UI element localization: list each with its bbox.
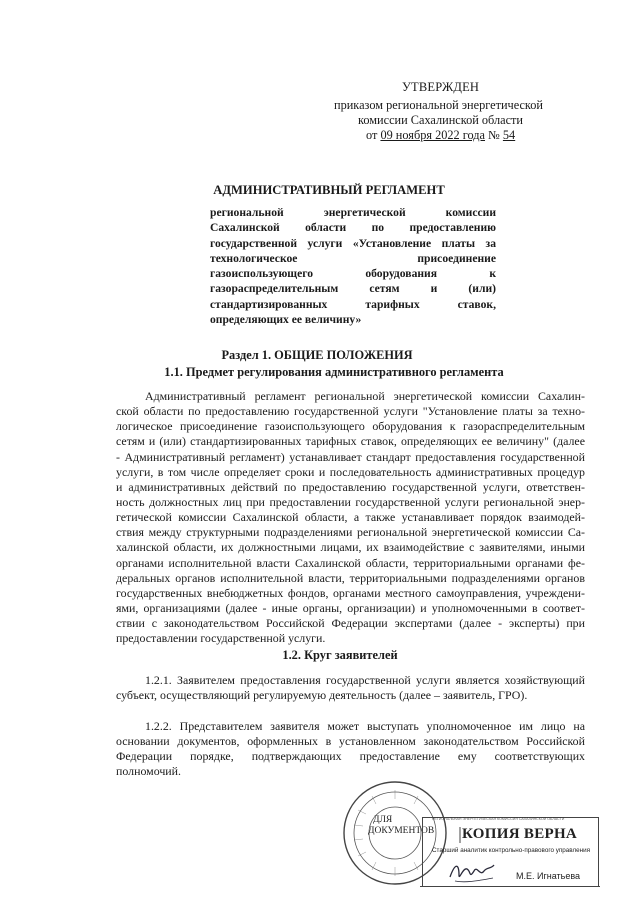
paragraph-1-1-line: сетям и (или) стандартизированных тарифных ставок, определяющих ее величину" (далее — [116, 434, 585, 449]
paragraph-1-1-line: деральных органов исполнительной власти, территориальными подразделениями органов — [116, 570, 585, 585]
stamp-round-text-2: ДОКУМЕНТОВ — [368, 826, 435, 836]
paragraph-1-2-2-line: 1.2.2. Представителем заявителя может выступать уполномоченное им лицо на — [145, 719, 585, 733]
paragraph-1-1-line: халинской области, их должностными лицами, их взаимодействие с заявителями, иными — [116, 540, 585, 555]
paragraph-1-2-2-line: полномочий. — [116, 764, 182, 779]
regulation-subtitle-line: стандартизированных тарифных ставок, — [210, 297, 496, 311]
approval-date-line — [366, 128, 515, 142]
paragraph-1-2-2-line: основании документов, оформленных в установленном законодательством Российской — [116, 734, 585, 749]
section-1-title: Раздел 1. ОБЩИЕ ПОЛОЖЕНИЯ — [221, 348, 413, 362]
paragraph-1-1-line: услуги, в том числе определяет сроки и последовательность административных процедур — [116, 464, 585, 479]
regulation-subtitle-line: определяющих ее величину» — [210, 313, 362, 327]
paragraph-1-1-line: органами исполнительной власти Сахалинской области, территориальными органами фе- — [116, 555, 585, 570]
paragraph-1-2-2-line: Федерации порядке, подтверждающих предоставление ему соответствующих — [116, 749, 585, 764]
paragraph-1-2-2 — [116, 719, 585, 780]
paragraph-1-1-line: государственных внебюджетных фондов, органами местного самоуправления, учреждени- — [116, 585, 585, 600]
stamp-name: М.Е. Игнатьева — [516, 871, 581, 881]
paragraph-1-2-1-line: 1.2.1. Заявителем предоставления государственной услуги является хозяйствующий — [145, 673, 585, 687]
date-prefix: от — [366, 128, 381, 142]
regulation-subtitle-line: Сахалинской области по предоставлению — [210, 221, 496, 235]
number-prefix: № — [485, 128, 503, 142]
stamp-round-text-1: ДЛЯ — [373, 815, 393, 825]
paragraph-1-1-line: и административных действий по предоставлению государственной услуги, ответствен- — [116, 479, 585, 494]
regulation-subtitle-line: региональной энергетической комиссии — [210, 206, 496, 219]
paragraph-1-1-line: ность должностных лиц при предоставлении государственной услуги региональной энер- — [116, 494, 585, 509]
paragraph-1-1-line: - Административный регламент) устанавливает стандарт предоставления государственной — [116, 449, 585, 464]
paragraph-1-1-line: предоставлении государственной услуги. — [116, 631, 326, 646]
approval-label: УТВЕРЖДЕН — [402, 80, 480, 94]
approval-date: 09 ноября 2022 года — [380, 128, 486, 142]
regulation-subtitle-line: государственной услуги «Установление платы за — [210, 236, 496, 250]
paragraph-1-1-line: ствия между структурными подразделениями региональной энергетической комиссии Са- — [116, 525, 585, 540]
stamp-underline — [420, 886, 600, 887]
regulation-subtitle-line: газораспределительным сетям и (или) — [210, 282, 496, 296]
approval-number: 54 — [502, 128, 516, 142]
approval-line-2: комиссии Сахалинской области — [358, 113, 524, 127]
stamp-org-line: РЕГИОНАЛЬНАЯ ЭНЕРГЕТИЧЕСКАЯ КОМИССИЯ САХАЛИНСКОЙ ОБЛАСТИ — [432, 817, 565, 821]
signature-mark — [447, 859, 497, 885]
paragraph-1-1-line: ями, организациями (далее - иные органы, организации) и уполномоченными в соответ- — [116, 600, 585, 615]
regulation-subtitle — [210, 205, 496, 327]
section-1-2-title: 1.2. Круг заявителей — [282, 648, 398, 662]
paragraph-1-2-1 — [116, 673, 585, 703]
regulation-title: АДМИНИСТРАТИВНЫЙ РЕГЛАМЕНТ — [213, 183, 445, 197]
approval-line-1: приказом региональной энергетической — [334, 98, 544, 112]
paragraph-1-1-line: логическое присоединение газоиспользующего оборудования к газораспределительным — [116, 419, 585, 434]
paragraph-1-1-line: ской области по предоставлению государственной услуги "Установление платы за техно- — [116, 404, 585, 419]
section-1-1-title: 1.1. Предмет регулирования административного регламента — [164, 365, 504, 379]
paragraph-1-1-line: ствии с законодательством Российской Федерации экспертами (далее - эксперты) при — [116, 616, 585, 631]
stamp-position: Старший аналитик контрольно-правового управления — [432, 847, 591, 854]
paragraph-1-1-line: гетической комиссии Сахалинской области, а также устанавливает порядок взаимодей- — [116, 510, 585, 525]
paragraph-1-2-1-line: субъект, осуществляющий регулируемую деятельность (далее – заявитель, ГРО). — [116, 688, 528, 703]
stamp-certified-copy: КОПИЯ ВЕРНА — [462, 826, 578, 842]
paragraph-1-1-line: Административный регламент региональной энергетической комиссии Сахалин- — [145, 389, 585, 403]
regulation-subtitle-line: газоиспользующего оборудования к — [210, 267, 496, 281]
regulation-subtitle-line: технологическое присоединение — [210, 251, 496, 265]
paragraph-1-1 — [116, 389, 585, 646]
